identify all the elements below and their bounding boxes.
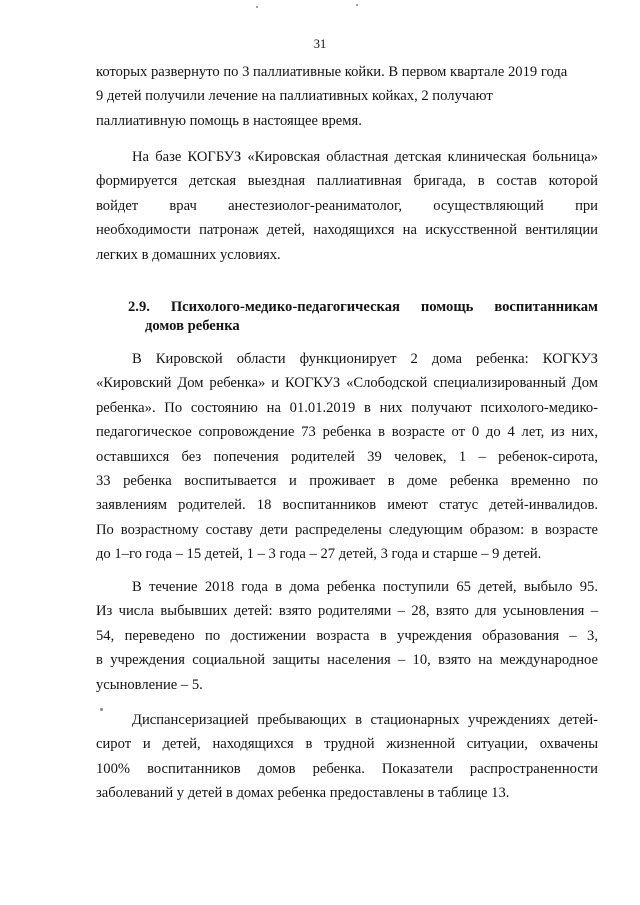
text-line: паллиативную помощь в настоящее время. (96, 112, 362, 129)
text-line: 54, переведено по достижении возраста в учреждения образования – 3, (96, 627, 598, 644)
text-line: педагогическое сопровождение 73 ребенка в возрасте от 0 до 4 лет, из них, (96, 424, 598, 441)
text-line: легких в домашних условиях. (96, 246, 281, 263)
text-line: Из числа выбывших детей: взято родителями – 28, взято для усыновления – (96, 603, 598, 620)
text-line: Диспансеризацией пребывающих в стационарных учреждениях детей- (132, 712, 598, 728)
scan-speck (100, 708, 103, 711)
text-line: до 1–го года – 15 детей, 1 – 3 года – 27 детей, 3 года и старше – 9 детей. (96, 546, 542, 563)
text-line: 100% воспитанников домов ребенка. Показатели распространенности (96, 760, 598, 777)
text-line: ребенка». По состоянию на 01.01.2019 в них получают психолого-медико- (96, 399, 598, 416)
text-line: «Кировский Дом ребенка» и КОГКУЗ «Слободской специализированный Дом (96, 375, 598, 392)
text-line: 33 ребенка воспитывается и проживает в доме ребенка временно по (96, 473, 598, 490)
text-line: усыновление – 5. (96, 676, 203, 693)
text-line: В течение 2018 года в дома ребенка поступили 65 детей, выбыло 95. (132, 579, 598, 595)
text-line: В Кировской области функционирует 2 дома ребенка: КОГКУЗ (132, 351, 598, 367)
paragraph-palliative-beds (96, 60, 598, 133)
text-line: формируется детская выездная паллиативная бригада, в состав которой (96, 173, 598, 190)
text-line: сирот и детей, находящихся в трудной жизненной ситуации, охвачены (96, 736, 598, 753)
text-line: 9 детей получили лечение на паллиативных койках, 2 получают (96, 88, 493, 105)
section-heading (128, 298, 598, 336)
heading-line: 2.9. Психолого-медико-педагогическая помощь воспитанникам (128, 299, 598, 315)
paragraph-children-homes (96, 347, 598, 567)
heading-line: домов ребенка (145, 318, 240, 334)
paragraph-admissions-2018 (96, 575, 598, 697)
text-line: заявлениям родителей. 18 воспитанников имеют статус детей-инвалидов. (96, 497, 598, 514)
text-line: По возрастному составу дети распределены следующим образом: в возрасте (96, 521, 598, 538)
scan-speck (256, 6, 258, 8)
text-line: необходимости патронаж детей, находящихся на искусственной вентиляции (96, 222, 598, 239)
paragraph-palliative-brigade (96, 145, 598, 267)
text-line: заболеваний у детей в домах ребенка предоставлены в таблице 13. (96, 785, 510, 802)
text-line: в учреждения социальной защиты населения – 10, взято на международное (96, 652, 598, 669)
scan-speck (356, 4, 358, 6)
text-line: оставшихся без попечения родителей 39 человек, 1 – ребенок-сирота, (96, 448, 598, 465)
paragraph-medical-examination (96, 708, 598, 806)
page-number: 31 (313, 37, 327, 51)
text-line: войдет врач анестезиолог-реаниматолог, осуществляющий при (96, 197, 598, 214)
text-line: которых развернуто по 3 паллиативные койки. В первом квартале 2019 года (96, 64, 568, 80)
text-line: На базе КОГБУЗ «Кировская областная детская клиническая больница» (132, 149, 598, 165)
